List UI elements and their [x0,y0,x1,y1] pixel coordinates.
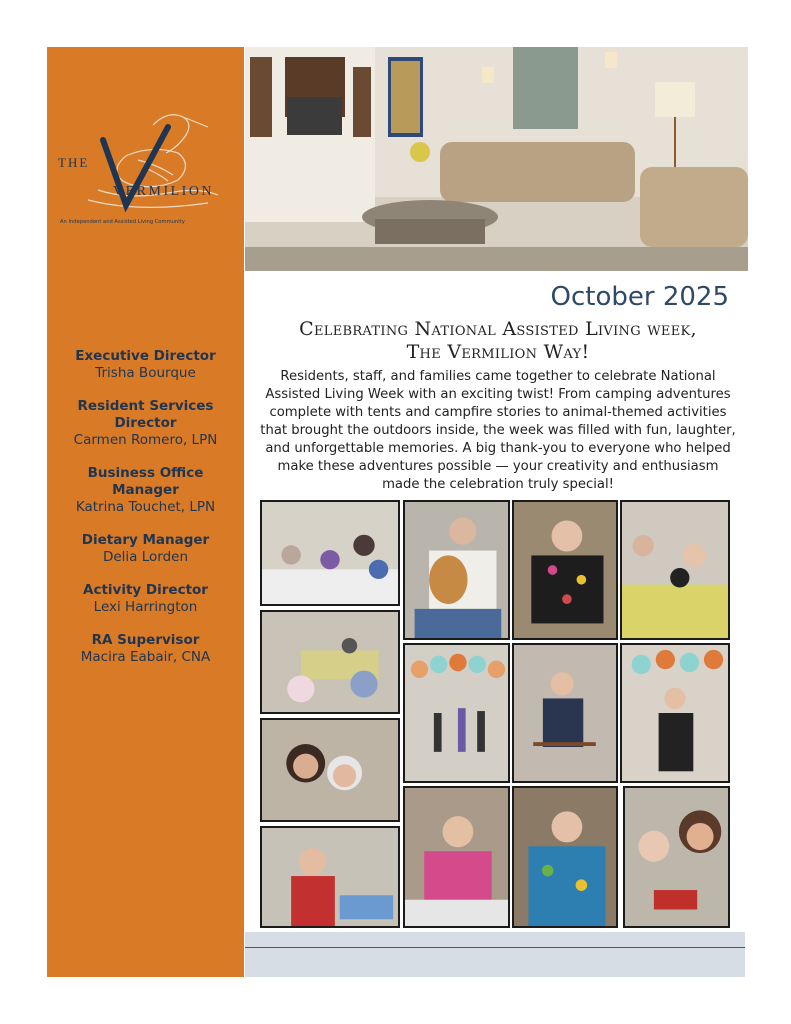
photo-balloon-arch [403,643,510,783]
photo-collage [260,500,730,930]
photo-residents-table [260,500,400,606]
staff-name: Macira Eabair, CNA [80,649,211,665]
photo-resident-pink-sweater [403,786,510,928]
photo-resident-balloons [620,643,730,783]
staff-title: Resident Services Director [77,398,214,431]
staff-title: Activity Director [83,582,208,598]
headline-line-1: Celebrating National Assisted Living week, [299,318,697,340]
staff-title: Dietary Manager [81,532,210,548]
headline-line-2: The Vermilion Way! [406,341,590,363]
logo-name: VERMILION [113,184,215,199]
staff-title: Business Office Manager [87,465,204,498]
article-body: Residents, staff, and families came together to celebrate National Assisted Living Week with an exciting twist! From camping adventures complete with tents and campfire stories to animal-themed activities that brought the outdoors inside, the week was filled with fun, laughter, and unforgettable memories. A big thank-you to everyone who helped make these adventures possible — your creativity and enthusiasm made the celebration truly special! [260,369,736,492]
hero-photo-living-room [245,47,748,271]
issue-month: October 2025 [550,282,729,312]
staff-entry [47,465,244,516]
staff-entry [47,348,244,382]
photo-resident-walker [512,643,618,783]
staff-entry [47,398,244,449]
photo-resident-with-dog [403,500,510,640]
staff-entry [47,582,244,616]
footer-divider [245,947,745,948]
photo-residents-game [260,610,400,714]
staff-entry [47,632,244,666]
staff-name: Carmen Romero, LPN [73,432,218,448]
staff-name: Katrina Touchet, LPN [75,499,216,515]
page-headline [250,318,746,364]
staff-name: Lexi Harrington [93,599,198,615]
footer-band [245,932,745,977]
photo-resident-staff-selfie [623,786,730,928]
staff-directory [47,348,244,682]
photo-resident-craft [260,826,400,928]
staff-title: RA Supervisor [91,632,200,648]
vermilion-logo [58,105,238,230]
photo-residents-penguin-craft [620,500,730,640]
photo-staff-selfie [260,718,400,822]
staff-entry [47,532,244,566]
staff-name: Delia Lorden [102,549,189,565]
staff-name: Trisha Bourque [95,365,196,381]
logo-the: THE [58,155,90,170]
logo-tagline: An Independent and Assisted Living Community [60,219,185,225]
staff-title: Executive Director [75,348,216,364]
photo-resident-lei [512,500,618,640]
photo-resident-floral-shirt [512,786,618,928]
